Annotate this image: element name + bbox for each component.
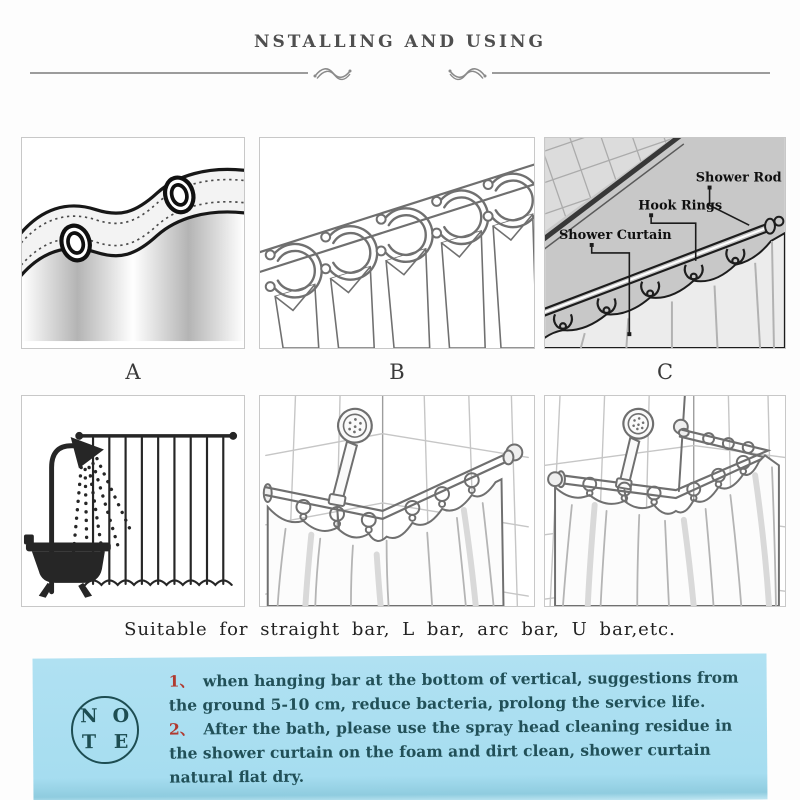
bathtub-icon [24, 535, 111, 598]
note-badge-letter: E [113, 730, 129, 754]
note-item-1 [169, 666, 747, 718]
note-badge-letter: O [112, 705, 130, 728]
note-item-2 [169, 714, 747, 790]
page-title: NSTALLING AND USING [253, 32, 547, 52]
suitability-caption: Suitable for straight bar, L bar, arc bar, U bar,etc. [124, 619, 676, 640]
note-box [32, 653, 767, 800]
ornamental-divider [0, 65, 800, 81]
divider-line-left [30, 72, 308, 74]
figure-row-top [0, 137, 800, 349]
label-shower-curtain: Shower Curtain [559, 228, 672, 244]
note-item-number: 1、 [168, 671, 196, 691]
note-item-text: After the bath, please use the spray head cleaning residue in the shower curtain on the foam and dirt clean, shower curtain natural flat dry. [169, 715, 733, 787]
note-text [169, 666, 748, 790]
figure-straight-bar-bathtub [21, 395, 245, 607]
ceiling-support [679, 396, 685, 491]
note-item-text: when hanging bar at the bottom of vertical, suggestions from the ground 5-10 cm, reduce bacteria, prolong the service life. [168, 667, 739, 715]
label-hook-rings: Hook Rings [638, 198, 723, 214]
note-item-number: 2、 [168, 719, 196, 739]
figure-label-a: A [125, 360, 141, 384]
figure-corner-bar [259, 395, 535, 607]
figure-hook-rings [259, 137, 535, 349]
figure-captions [0, 349, 800, 395]
swirl-ornament-right [448, 65, 488, 81]
figure-u-bar [544, 395, 786, 607]
figure-label-b: B [389, 360, 405, 384]
figure-row-bottom [0, 395, 800, 607]
figure-label-c: C [656, 360, 674, 384]
divider-line-right [492, 72, 770, 74]
note-badge-letter: N [80, 705, 98, 728]
label-shower-rod: Shower Rod [695, 170, 782, 186]
figure-labeled-diagram [544, 137, 786, 349]
note-badge-icon [71, 696, 139, 764]
figure-grommet-closeup [21, 137, 245, 349]
note-badge-letter: T [81, 731, 97, 754]
swirl-ornament-left [312, 65, 352, 81]
